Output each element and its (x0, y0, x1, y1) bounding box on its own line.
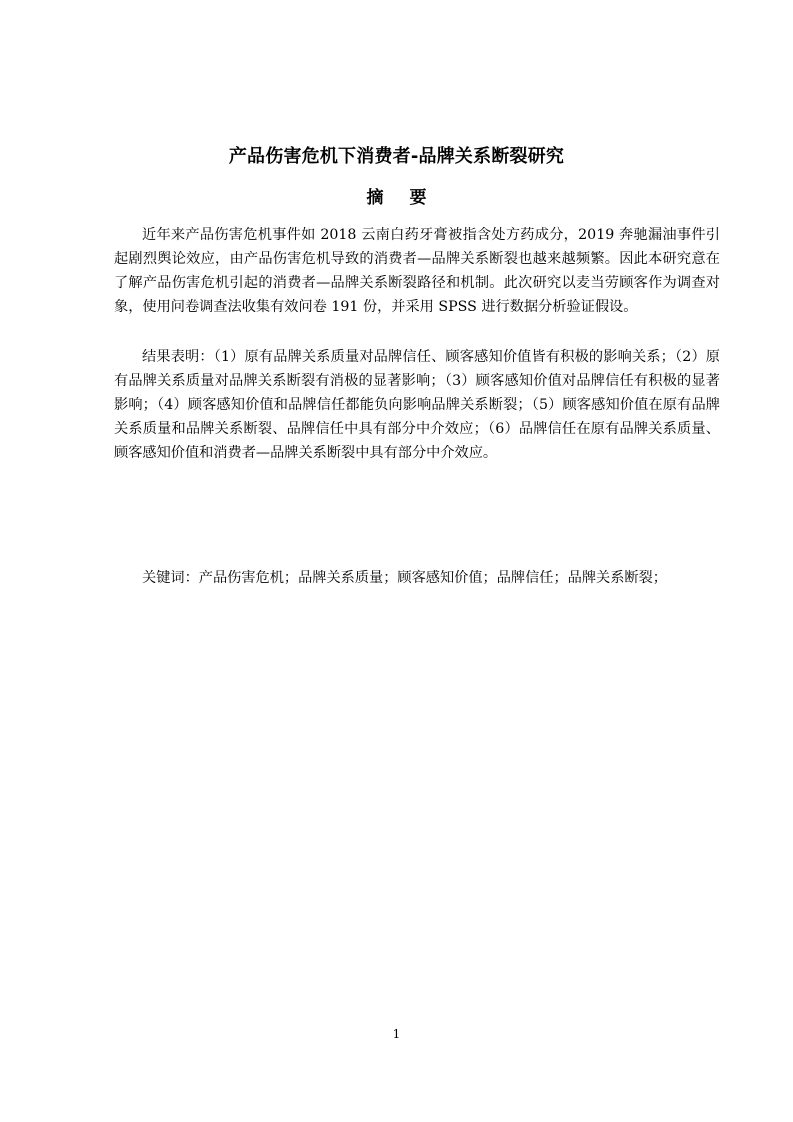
abstract-paragraph-1: 近年来产品伤害危机事件如 2018 云南白药牙膏被指含处方药成分，2019 奔驰漏油事件引起剧烈舆论效应，由产品伤害危机导致的消费者—品牌关系断裂也越来越频繁。因此本研究意在了解产品伤害危机引起的消费者—品牌关系断裂路径和机制。此次研究以麦当劳顾客作为调查对象，使用问卷调查法收集有效问卷 191 份，并采用 SPSS 进行数据分析验证假设。 (114, 227, 720, 315)
abstract-heading: 摘 要 (366, 188, 437, 208)
page-title: 产品伤害危机下消费者-品牌关系断裂研究 (228, 146, 565, 167)
page-number: 1 (392, 1027, 401, 1041)
abstract-paragraph-2: 结果表明：（1）原有品牌关系质量对品牌信任、顾客感知价值皆有积极的影响关系；（2）原有品牌关系质量对品牌关系断裂有消极的显著影响；（3）顾客感知价值对品牌信任有积极的显著影响；（4）顾客感知价值和品牌信任都能负向影响品牌关系断裂；（5）顾客感知价值在原有品牌关系质量和品牌关系断裂、品牌信任中具有部分中介效应；（6）品牌信任在原有品牌关系质量、顾客感知价值和消费者—品牌关系断裂中具有部分中介效应。 (114, 349, 720, 461)
keywords-line: 关键词：产品伤害危机；品牌关系质量；顾客感知价值；品牌信任；品牌关系断裂； (142, 570, 667, 586)
